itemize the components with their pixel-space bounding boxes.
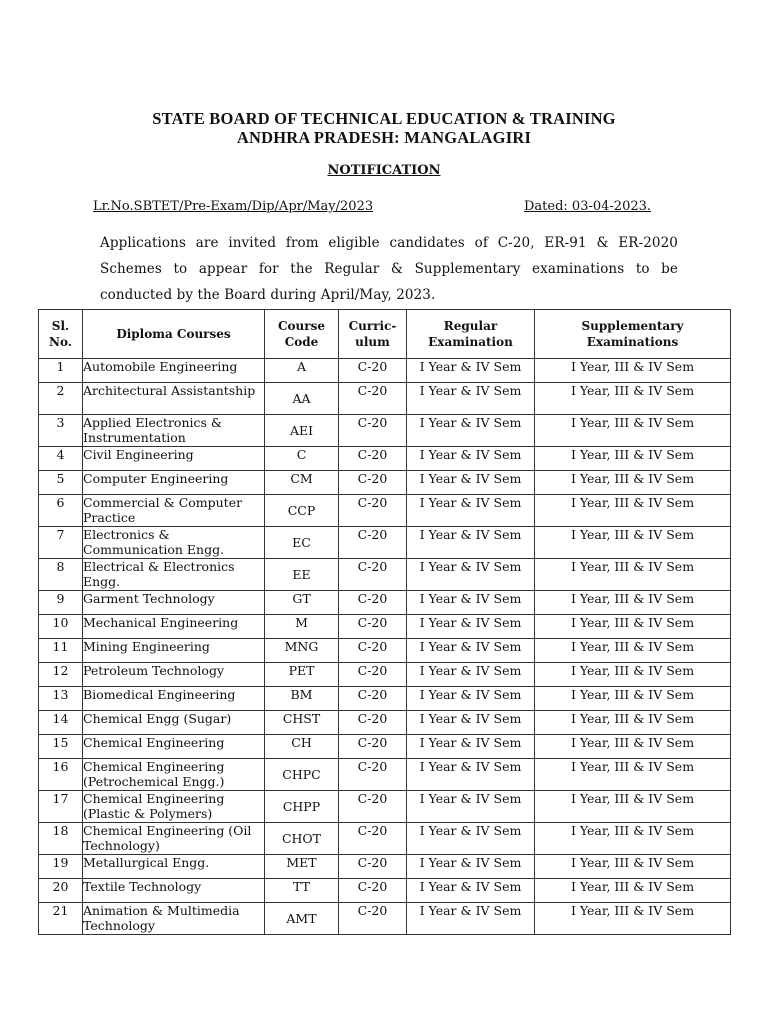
cell-sno: 8 [39,559,83,591]
cell-course: Computer Engineering [83,471,265,495]
cell-regular: I Year & IV Sem [407,639,535,663]
cell-curriculum: C-20 [339,663,407,687]
cell-code: BM [265,687,339,711]
table-row [39,471,731,495]
cell-regular: I Year & IV Sem [407,471,535,495]
table-row [39,447,731,471]
col-header-regular: Regular Examination [407,310,535,359]
table-row [39,615,731,639]
cell-course: Chemical Engineering (Petrochemical Engg.) [83,759,265,791]
cell-regular: I Year & IV Sem [407,663,535,687]
cell-regular: I Year & IV Sem [407,495,535,527]
cell-course: Applied Electronics & Instrumentation [83,415,265,447]
cell-course: Automobile Engineering [83,359,265,383]
cell-code: CHPC [265,759,339,791]
cell-code: AEI [265,415,339,447]
table-body [39,359,731,935]
cell-regular: I Year & IV Sem [407,855,535,879]
cell-supplementary: I Year, III & IV Sem [535,495,731,527]
cell-regular: I Year & IV Sem [407,615,535,639]
cell-sno: 17 [39,791,83,823]
cell-sno: 13 [39,687,83,711]
cell-sno: 1 [39,359,83,383]
table-row [39,879,731,903]
cell-sno: 18 [39,823,83,855]
intro-paragraph: Applications are invited from eligible candidates of C-20, ER-91 & ER-2020 Schemes to appear for the Regular & Supplementary examinations to be conducted by the Board during April/May, 2023. [100,235,678,303]
cell-code: AA [265,383,339,415]
cell-sno: 6 [39,495,83,527]
cell-regular: I Year & IV Sem [407,687,535,711]
table-row [39,495,731,527]
cell-supplementary: I Year, III & IV Sem [535,415,731,447]
cell-sno: 9 [39,591,83,615]
cell-sno: 14 [39,711,83,735]
col-header-curriculum: Curric-ulum [339,310,407,359]
cell-curriculum: C-20 [339,527,407,559]
cell-sno: 12 [39,663,83,687]
cell-sno: 15 [39,735,83,759]
cell-course: Commercial & Computer Practice [83,495,265,527]
cell-supplementary: I Year, III & IV Sem [535,383,731,415]
cell-supplementary: I Year, III & IV Sem [535,823,731,855]
cell-curriculum: C-20 [339,687,407,711]
cell-regular: I Year & IV Sem [407,447,535,471]
cell-regular: I Year & IV Sem [407,879,535,903]
cell-curriculum: C-20 [339,471,407,495]
cell-code: M [265,615,339,639]
col-header-supplementary: Supplementary Examinations [535,310,731,359]
cell-curriculum: C-20 [339,711,407,735]
cell-course: Garment Technology [83,591,265,615]
cell-supplementary: I Year, III & IV Sem [535,359,731,383]
cell-curriculum: C-20 [339,639,407,663]
cell-regular: I Year & IV Sem [407,759,535,791]
cell-sno: 3 [39,415,83,447]
cell-curriculum: C-20 [339,591,407,615]
cell-curriculum: C-20 [339,903,407,935]
cell-sno: 20 [39,879,83,903]
cell-supplementary: I Year, III & IV Sem [535,639,731,663]
cell-supplementary: I Year, III & IV Sem [535,711,731,735]
cell-curriculum: C-20 [339,855,407,879]
cell-supplementary: I Year, III & IV Sem [535,879,731,903]
cell-code: AMT [265,903,339,935]
table-row [39,559,731,591]
cell-supplementary: I Year, III & IV Sem [535,903,731,935]
cell-course: Mining Engineering [83,639,265,663]
cell-course: Chemical Engineering (Oil Technology) [83,823,265,855]
cell-course: Biomedical Engineering [83,687,265,711]
cell-regular: I Year & IV Sem [407,711,535,735]
table-row [39,855,731,879]
cell-supplementary: I Year, III & IV Sem [535,527,731,559]
cell-sno: 5 [39,471,83,495]
cell-code: CHPP [265,791,339,823]
cell-regular: I Year & IV Sem [407,791,535,823]
table-row [39,687,731,711]
cell-sno: 16 [39,759,83,791]
cell-code: MNG [265,639,339,663]
cell-course: Mechanical Engineering [83,615,265,639]
cell-sno: 21 [39,903,83,935]
reference-number: Lr.No.SBTET/Pre-Exam/Dip/Apr/May/2023 [93,199,374,214]
cell-supplementary: I Year, III & IV Sem [535,591,731,615]
cell-code: EE [265,559,339,591]
cell-supplementary: I Year, III & IV Sem [535,471,731,495]
cell-curriculum: C-20 [339,559,407,591]
board-title-line2: ANDHRA PRADESH: MANGALAGIRI [236,128,532,147]
cell-code: PET [265,663,339,687]
table-row [39,359,731,383]
cell-code: A [265,359,339,383]
cell-curriculum: C-20 [339,447,407,471]
table-row [39,903,731,935]
cell-supplementary: I Year, III & IV Sem [535,663,731,687]
cell-supplementary: I Year, III & IV Sem [535,615,731,639]
courses-table [38,309,731,935]
cell-curriculum: C-20 [339,759,407,791]
cell-curriculum: C-20 [339,383,407,415]
cell-sno: 2 [39,383,83,415]
table-row [39,527,731,559]
cell-regular: I Year & IV Sem [407,359,535,383]
cell-supplementary: I Year, III & IV Sem [535,735,731,759]
cell-course: Metallurgical Engg. [83,855,265,879]
cell-supplementary: I Year, III & IV Sem [535,559,731,591]
cell-supplementary: I Year, III & IV Sem [535,791,731,823]
cell-course: Civil Engineering [83,447,265,471]
cell-curriculum: C-20 [339,879,407,903]
table-row [39,383,731,415]
table-row [39,791,731,823]
cell-sno: 7 [39,527,83,559]
cell-code: C [265,447,339,471]
table-header-row [39,310,731,359]
cell-supplementary: I Year, III & IV Sem [535,855,731,879]
cell-regular: I Year & IV Sem [407,527,535,559]
cell-curriculum: C-20 [339,615,407,639]
cell-curriculum: C-20 [339,823,407,855]
cell-course: Electronics & Communication Engg. [83,527,265,559]
notification-heading: NOTIFICATION [327,163,441,178]
table-row [39,663,731,687]
cell-code: MET [265,855,339,879]
table-row [39,823,731,855]
cell-sno: 19 [39,855,83,879]
cell-regular: I Year & IV Sem [407,415,535,447]
cell-code: TT [265,879,339,903]
cell-curriculum: C-20 [339,791,407,823]
cell-code: GT [265,591,339,615]
cell-code: CM [265,471,339,495]
cell-course: Animation & Multimedia Technology [83,903,265,935]
cell-regular: I Year & IV Sem [407,591,535,615]
cell-code: EC [265,527,339,559]
table-row [39,711,731,735]
cell-course: Petroleum Technology [83,663,265,687]
table-row [39,735,731,759]
board-title-line1: STATE BOARD OF TECHNICAL EDUCATION & TRAINING [152,109,616,128]
cell-code: CCP [265,495,339,527]
cell-regular: I Year & IV Sem [407,559,535,591]
table-row [39,639,731,663]
notification-date: Dated: 03-04-2023. [524,199,652,214]
cell-curriculum: C-20 [339,735,407,759]
cell-code: CH [265,735,339,759]
cell-curriculum: C-20 [339,359,407,383]
cell-regular: I Year & IV Sem [407,823,535,855]
cell-course: Architectural Assistantship [83,383,265,415]
cell-curriculum: C-20 [339,415,407,447]
cell-supplementary: I Year, III & IV Sem [535,759,731,791]
cell-course: Chemical Engineering [83,735,265,759]
table-row [39,759,731,791]
cell-supplementary: I Year, III & IV Sem [535,447,731,471]
cell-sno: 10 [39,615,83,639]
cell-regular: I Year & IV Sem [407,903,535,935]
cell-sno: 4 [39,447,83,471]
cell-code: CHOT [265,823,339,855]
cell-course: Electrical & Electronics Engg. [83,559,265,591]
cell-code: CHST [265,711,339,735]
cell-supplementary: I Year, III & IV Sem [535,687,731,711]
cell-course: Textile Technology [83,879,265,903]
col-header-sno: Sl. No. [39,310,83,359]
cell-course: Chemical Engineering (Plastic & Polymers) [83,791,265,823]
cell-curriculum: C-20 [339,495,407,527]
table-row [39,591,731,615]
cell-sno: 11 [39,639,83,663]
cell-course: Chemical Engg (Sugar) [83,711,265,735]
cell-regular: I Year & IV Sem [407,735,535,759]
col-header-code: Course Code [265,310,339,359]
col-header-course: Diploma Courses [83,310,265,359]
cell-regular: I Year & IV Sem [407,383,535,415]
table-row [39,415,731,447]
